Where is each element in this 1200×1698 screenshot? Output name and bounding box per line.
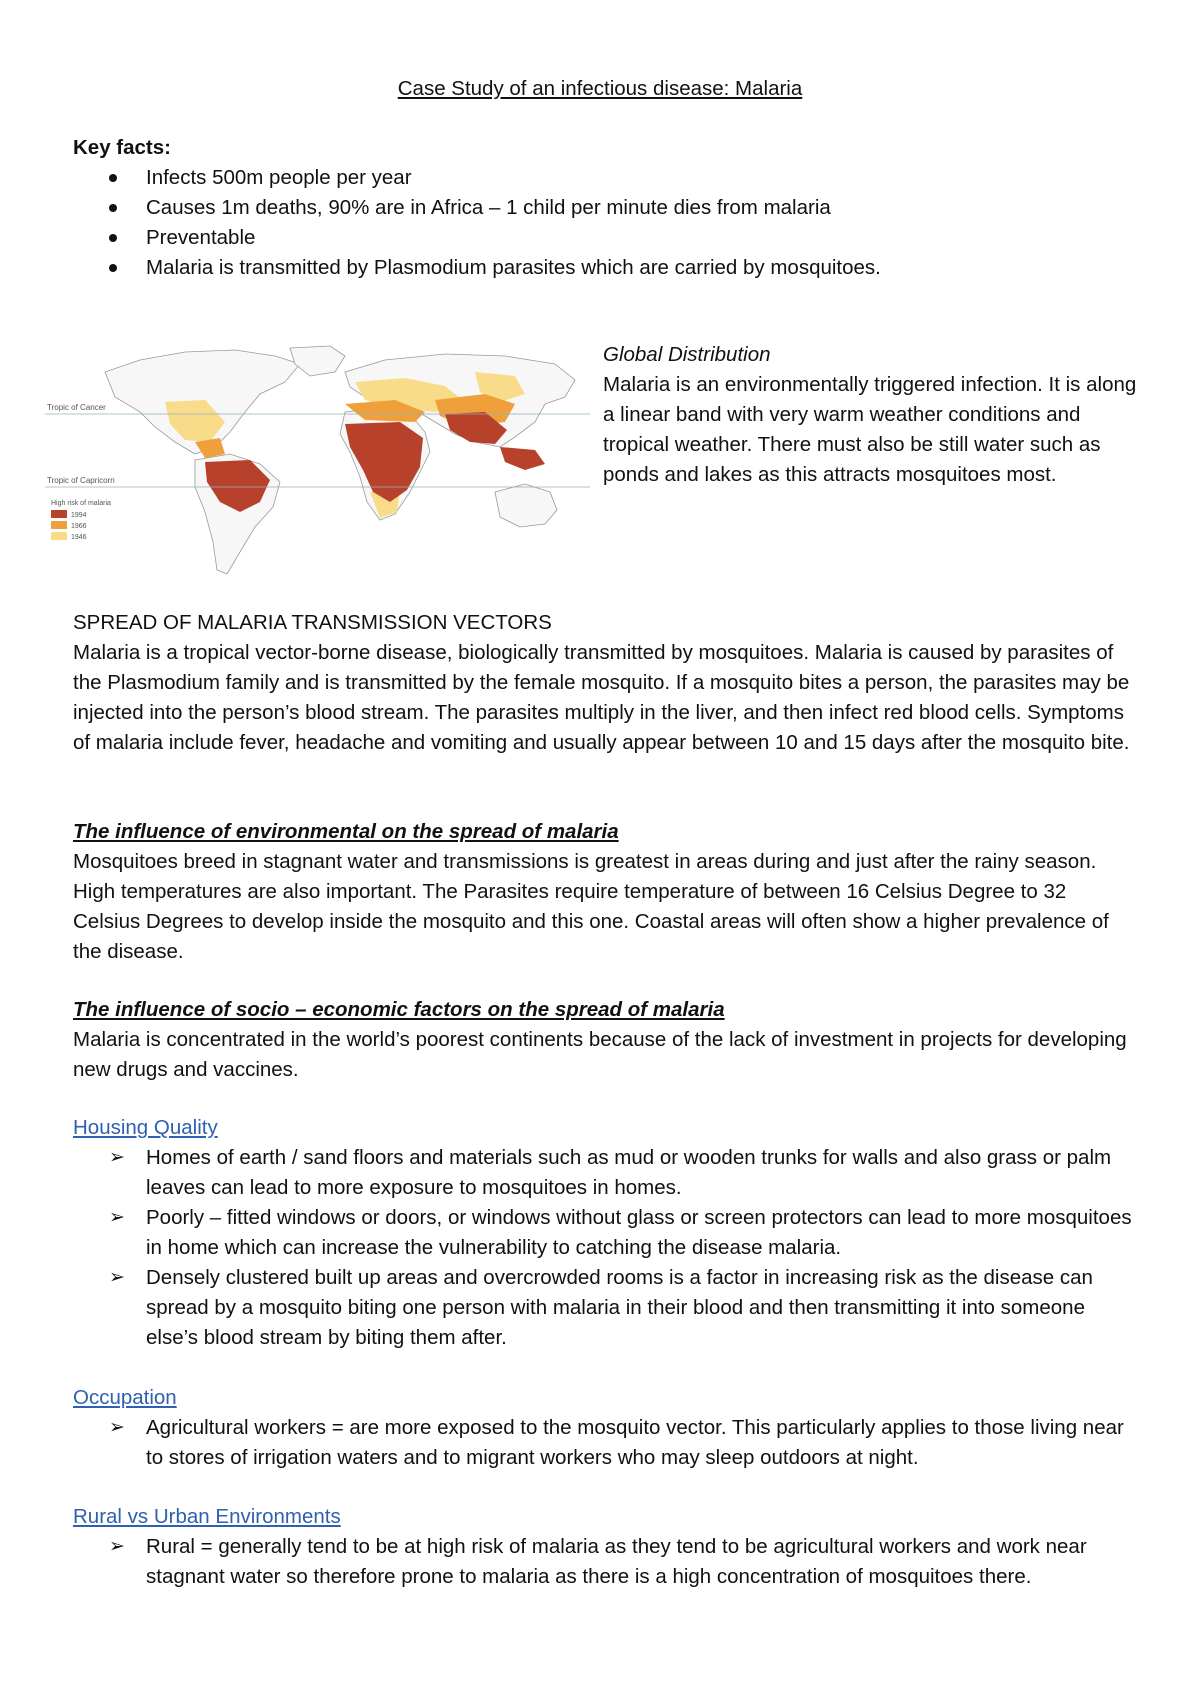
list-item: ➢ Agricultural workers = are more exposed to the mosquito vector. This particularly applies to those living near to stores of irrigation waters and to migrant workers who may sleep outdoors at night. bbox=[73, 1413, 1133, 1473]
greenland-shape bbox=[290, 346, 345, 376]
list-item: Infects 500m people per year bbox=[73, 163, 1133, 193]
spread-body: Malaria is a tropical vector-borne disease, biologically transmitted by mosquitoes. Malaria is caused by parasites of the Plasmodium family and is transmitted by the female mosquito. If a mosquito bites a person, the parasites may be injected into the person’s blood stream. The parasites multiply in the liver, and then infect red blood cells. Symptoms of malaria include fever, headache and vomiting and usually appear between 10 and 15 days after the mosquito bite. bbox=[73, 641, 1130, 754]
global-distribution-heading: Global Distribution bbox=[603, 343, 771, 366]
bullet-icon bbox=[109, 234, 117, 242]
environmental-body: Mosquitoes breed in stagnant water and transmissions is greatest in areas during and just after the rainy season. High temperatures are also important. The Parasites require temperature of between 16 Celsius Degree to 32 Celsius Degrees to develop inside the mosquito and this one. Coastal areas will often show a higher prevalence of the disease. bbox=[73, 850, 1109, 963]
legend-swatch-1966 bbox=[51, 521, 67, 529]
spread-section bbox=[73, 608, 1133, 758]
list-item: ➢ Densely clustered built up areas and overcrowded rooms is a factor in increasing risk as the disease can spread by a mosquito biting one person with malaria in their blood and then transmitting it into someone else’s blood stream by biting them after. bbox=[73, 1263, 1133, 1353]
legend-label-1946: 1946 bbox=[71, 534, 87, 541]
rural-urban-heading[interactable]: Rural vs Urban Environments bbox=[73, 1505, 341, 1528]
occupation-list bbox=[73, 1413, 1133, 1473]
spread-heading: SPREAD OF MALARIA TRANSMISSION VECTORS bbox=[73, 611, 552, 634]
tropic-of-capricorn-label: Tropic of Capricorn bbox=[47, 476, 115, 485]
arrow-bullet-icon: ➢ bbox=[109, 1417, 125, 1438]
legend-swatch-1994 bbox=[51, 510, 67, 518]
socio-economic-body: Malaria is concentrated in the world’s poorest continents because of the lack of investment in projects for developing new drugs and vaccines. bbox=[73, 1028, 1127, 1081]
key-facts-heading: Key facts: bbox=[73, 136, 171, 159]
legend-title: High risk of malaria bbox=[51, 500, 111, 507]
document-title: Case Study of an infectious disease: Malaria bbox=[397, 77, 803, 100]
arrow-bullet-icon: ➢ bbox=[109, 1147, 125, 1168]
housing-quality-heading[interactable]: Housing Quality bbox=[73, 1116, 218, 1139]
socio-economic-heading: The influence of socio – economic factors on the spread of malaria bbox=[73, 998, 725, 1021]
key-facts-section bbox=[73, 133, 1133, 283]
legend-label-1994: 1994 bbox=[71, 512, 87, 519]
bullet-icon bbox=[109, 204, 117, 212]
key-facts-list bbox=[73, 163, 1133, 283]
malaria-world-map bbox=[45, 342, 590, 582]
rural-urban-list bbox=[73, 1532, 1133, 1592]
list-item: Preventable bbox=[73, 223, 1133, 253]
legend-label-1966: 1966 bbox=[71, 523, 87, 530]
tropic-of-cancer-label: Tropic of Cancer bbox=[47, 403, 106, 412]
global-distribution-body: Malaria is an environmentally triggered infection. It is along a linear band with very warm weather conditions and tropical weather. There must also be still water such as ponds and lakes as this attracts mosquitoes most. bbox=[603, 373, 1137, 486]
global-distribution-section bbox=[603, 340, 1143, 490]
list-item: ➢ Homes of earth / sand floors and materials such as mud or wooden trunks for walls and also grass or palm leaves can lead to more exposure to mosquitoes in homes. bbox=[73, 1143, 1133, 1203]
legend-swatch-1946 bbox=[51, 532, 67, 540]
housing-quality-list bbox=[73, 1143, 1133, 1353]
environmental-heading: The influence of environmental on the spread of malaria bbox=[73, 820, 619, 843]
bullet-icon bbox=[109, 264, 117, 272]
risk-area bbox=[500, 447, 545, 470]
rural-urban-section bbox=[73, 1502, 1133, 1592]
arrow-bullet-icon: ➢ bbox=[109, 1267, 125, 1288]
list-item: ➢ Rural = generally tend to be at high risk of malaria as they tend to be agricultural workers and work near stagnant water so therefore prone to malaria as there is a high concentration of mosquitoes there. bbox=[73, 1532, 1133, 1592]
housing-quality-section bbox=[73, 1113, 1133, 1353]
arrow-bullet-icon: ➢ bbox=[109, 1536, 125, 1557]
list-item: Malaria is transmitted by Plasmodium parasites which are carried by mosquitoes. bbox=[73, 253, 1133, 283]
world-map-figure bbox=[45, 342, 590, 582]
list-item: ➢ Poorly – fitted windows or doors, or windows without glass or screen protectors can lead to more mosquitoes in home which can increase the vulnerability to catching the disease malaria. bbox=[73, 1203, 1133, 1263]
australia-shape bbox=[495, 484, 557, 527]
arrow-bullet-icon: ➢ bbox=[109, 1207, 125, 1228]
occupation-heading[interactable]: Occupation bbox=[73, 1386, 177, 1409]
occupation-section bbox=[73, 1383, 1133, 1473]
environmental-section bbox=[73, 817, 1133, 967]
list-item: Causes 1m deaths, 90% are in Africa – 1 child per minute dies from malaria bbox=[73, 193, 1133, 223]
bullet-icon bbox=[109, 174, 117, 182]
socio-economic-section bbox=[73, 995, 1133, 1085]
